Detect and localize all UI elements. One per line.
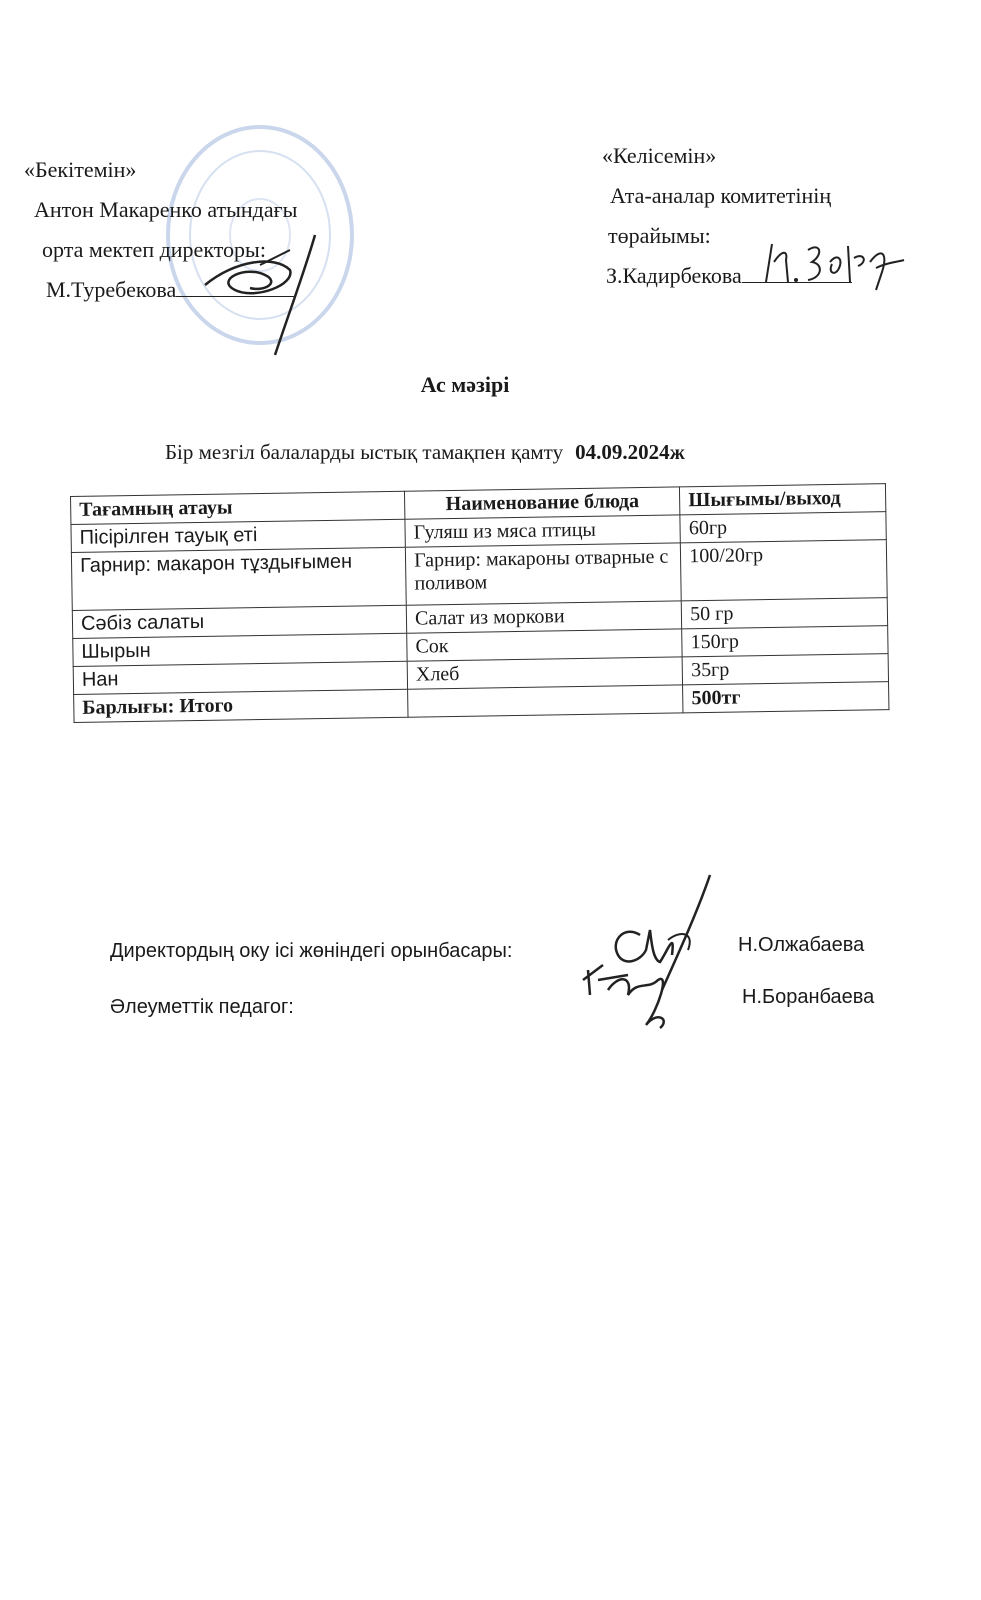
total-label: Барлығы: Итого (74, 689, 408, 722)
cell-dish-kz: Гарнир: макарон тұздығымен (71, 547, 406, 610)
agree-name: З.Кадирбекова (606, 263, 742, 288)
committee-signature (758, 232, 908, 297)
page-title: Ас мәзірі (420, 372, 510, 397)
cell-dish-ru: Гуляш из мяса птицы (405, 515, 681, 547)
cell-output: 60гр (680, 512, 886, 543)
agree-line1: Ата-аналар комитетінің (610, 183, 832, 208)
agree-line2: төрайымы: (608, 223, 711, 248)
deputy-role: Директордың оку ісі жөніндегі орынбасары: (110, 940, 513, 962)
cell-dish-kz: Сәбіз салаты (72, 605, 406, 638)
approve-name: М.Туребекова (46, 277, 177, 302)
cell-dish-ru: Гарнир: макароны отварные с поливом (405, 543, 681, 605)
header-output: Шығымы/выход (680, 484, 886, 515)
menu-date: 04.09.2024ж (575, 440, 685, 464)
cell-output: 50 гр (682, 598, 888, 629)
cell-dish-ru: Хлеб (407, 657, 683, 689)
agree-label: «Келісемін» (602, 143, 717, 168)
cell-dish-ru: Сок (407, 629, 683, 661)
approve-line1: Антон Макаренко атындағы (34, 197, 298, 222)
cell-dish-kz: Нан (73, 661, 407, 694)
menu-table (70, 483, 889, 723)
cell-dish-ru: Салат из моркови (406, 601, 682, 633)
header-name-ru: Наименование блюда (405, 487, 681, 519)
cell-output: 100/20гр (681, 540, 888, 601)
subtitle (165, 440, 685, 465)
header-name-kz: Тағамның атауы (71, 491, 405, 524)
pedagog-signature (578, 950, 688, 1030)
subtitle-text: Бір мезгіл балаларды ыстық тамақпен қамту (165, 440, 564, 464)
approve-line2: орта мектеп директоры: (42, 237, 266, 262)
deputy-name: Н.Олжабаева (738, 934, 865, 956)
cell-dish-kz: Пісірілген тауық еті (71, 519, 405, 552)
cell-output: 150гр (682, 626, 888, 657)
cell-dish-kz: Шырын (73, 633, 407, 666)
director-signature (195, 230, 335, 360)
pedagog-role: Әлеуметтік педагог: (110, 996, 294, 1018)
approve-label: «Бекітемін» (24, 157, 137, 182)
pedagog-name: Н.Боранбаева (742, 986, 875, 1008)
total-empty (408, 685, 684, 717)
total-value: 500тг (683, 682, 889, 713)
cell-output: 35гр (682, 654, 888, 685)
